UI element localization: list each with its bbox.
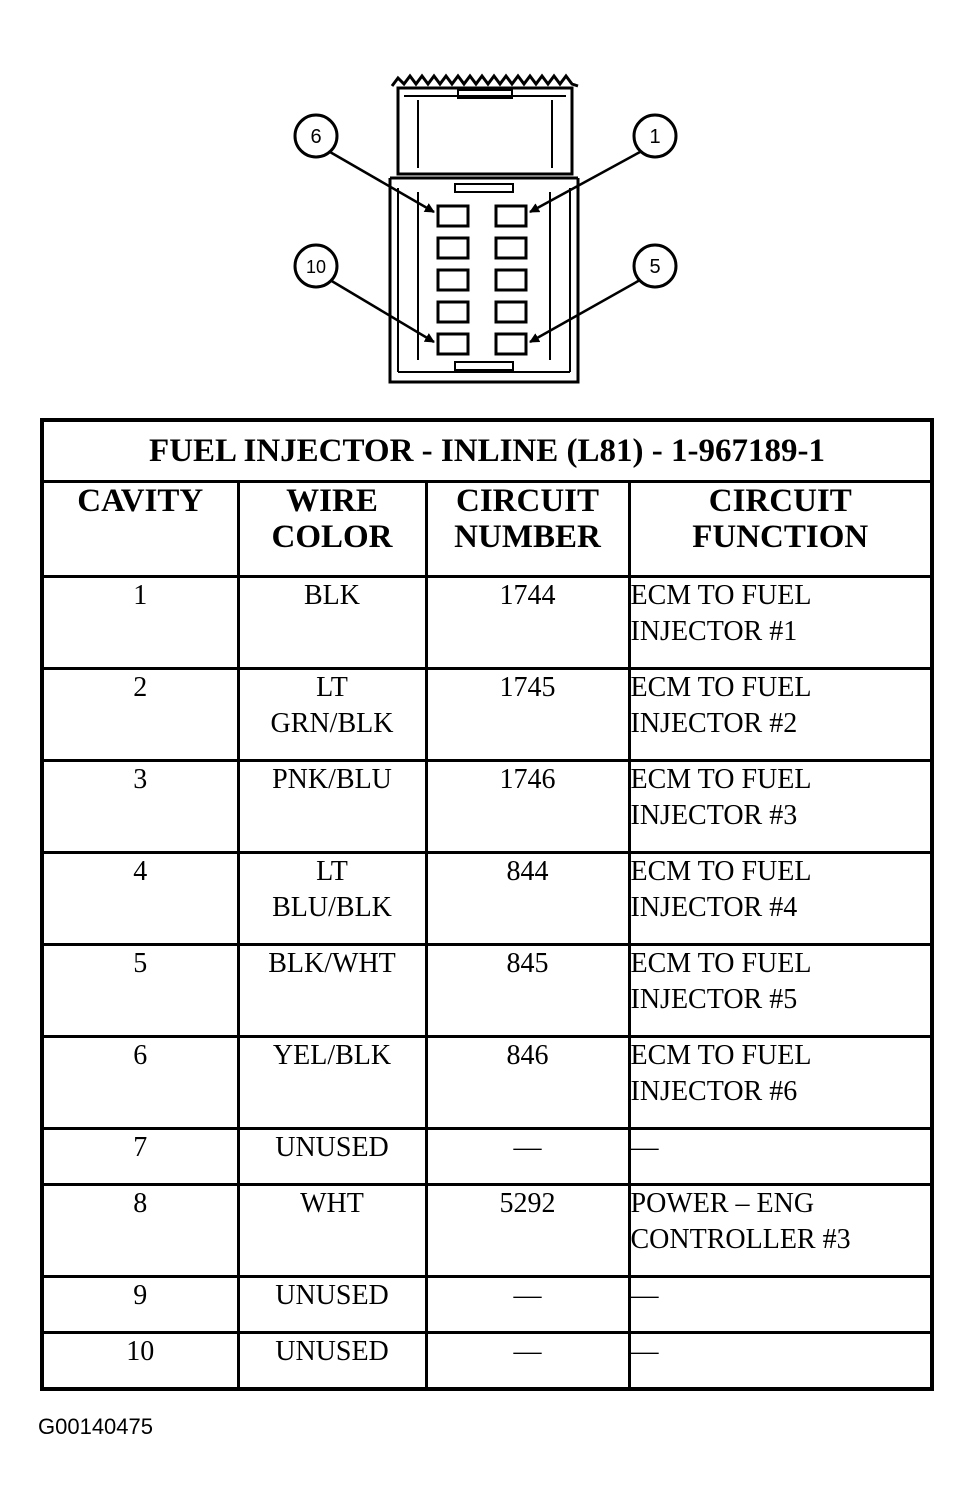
cell-wire-color: BLK/WHT: [238, 945, 426, 1037]
callout-1: [634, 115, 676, 157]
connector-diagram: [0, 0, 969, 410]
callout-6: [295, 115, 337, 157]
table-row: [42, 577, 932, 669]
cell-circuit-number: 844: [426, 853, 629, 945]
callout-5-label: 5: [649, 256, 661, 278]
table-row: [42, 1129, 932, 1185]
cell-cavity: 9: [42, 1277, 238, 1333]
pinout-table: [40, 418, 934, 1391]
leader-1: [530, 152, 640, 212]
cell-circuit-function: —: [629, 1129, 932, 1185]
table-row: [42, 1037, 932, 1129]
cell-circuit-function: ECM TO FUEL INJECTOR #4: [629, 853, 932, 945]
table-header-row: [42, 482, 932, 577]
cell-circuit-function: ECM TO FUEL INJECTOR #6: [629, 1037, 932, 1129]
figure-code: G00140475: [38, 1414, 153, 1439]
header-circuit-number: CIRCUIT NUMBER: [426, 482, 629, 577]
callout-5: [634, 245, 676, 287]
header-wire-color: WIRE COLOR: [238, 482, 426, 577]
cell-circuit-number: 5292: [426, 1185, 629, 1277]
cell-wire-color: UNUSED: [238, 1333, 426, 1389]
table-row: [42, 945, 932, 1037]
cell-circuit-function: POWER – ENG CONTROLLER #3: [629, 1185, 932, 1277]
cavity-9: [438, 302, 468, 322]
cavity-2: [496, 238, 526, 258]
cavity-8: [438, 270, 468, 290]
cell-circuit-function: —: [629, 1333, 932, 1389]
table-title-row: [42, 420, 932, 482]
cavity-6: [438, 206, 468, 226]
header-circuit-function: CIRCUIT FUNCTION: [629, 482, 932, 577]
cell-circuit-function: ECM TO FUEL INJECTOR #1: [629, 577, 932, 669]
cell-cavity: 8: [42, 1185, 238, 1277]
cavity-4: [496, 302, 526, 322]
table-title: FUEL INJECTOR - INLINE (L81) - 1-967189-1: [42, 420, 932, 482]
cell-cavity: 7: [42, 1129, 238, 1185]
cell-cavity: 2: [42, 669, 238, 761]
cell-circuit-number: —: [426, 1333, 629, 1389]
cell-wire-color: UNUSED: [238, 1277, 426, 1333]
table-row: [42, 761, 932, 853]
cavity-1: [496, 206, 526, 226]
cell-circuit-function: ECM TO FUEL INJECTOR #5: [629, 945, 932, 1037]
cell-wire-color: WHT: [238, 1185, 426, 1277]
cavity-10: [438, 334, 468, 354]
table-row: [42, 669, 932, 761]
cell-circuit-number: 1745: [426, 669, 629, 761]
cell-circuit-function: —: [629, 1277, 932, 1333]
cell-circuit-function: ECM TO FUEL INJECTOR #2: [629, 669, 932, 761]
cell-circuit-function: ECM TO FUEL INJECTOR #3: [629, 761, 932, 853]
cell-cavity: 1: [42, 577, 238, 669]
header-cavity: CAVITY: [42, 482, 238, 577]
cell-wire-color: LT BLU/BLK: [238, 853, 426, 945]
cell-cavity: 10: [42, 1333, 238, 1389]
cavity-7: [438, 238, 468, 258]
cell-wire-color: UNUSED: [238, 1129, 426, 1185]
cell-circuit-number: —: [426, 1277, 629, 1333]
callout-1-label: 1: [649, 126, 661, 148]
leader-5: [530, 280, 640, 342]
table-row: [42, 1277, 932, 1333]
table-row: [42, 853, 932, 945]
cell-circuit-number: 845: [426, 945, 629, 1037]
connector-body: [390, 76, 578, 382]
cell-wire-color: LT GRN/BLK: [238, 669, 426, 761]
cell-circuit-number: 1746: [426, 761, 629, 853]
cell-wire-color: BLK: [238, 577, 426, 669]
callout-6-label: 6: [310, 126, 322, 148]
cell-circuit-number: 1744: [426, 577, 629, 669]
cavity-5: [496, 334, 526, 354]
cell-cavity: 5: [42, 945, 238, 1037]
table-row: [42, 1333, 932, 1389]
cell-circuit-number: —: [426, 1129, 629, 1185]
cell-cavity: 6: [42, 1037, 238, 1129]
callout-10: [295, 245, 337, 287]
cell-circuit-number: 846: [426, 1037, 629, 1129]
cell-cavity: 4: [42, 853, 238, 945]
cell-cavity: 3: [42, 761, 238, 853]
cell-wire-color: YEL/BLK: [238, 1037, 426, 1129]
cavity-grid: [438, 206, 526, 354]
callout-10-label: 10: [305, 257, 327, 277]
table-row: [42, 1185, 932, 1277]
cavity-3: [496, 270, 526, 290]
cell-wire-color: PNK/BLU: [238, 761, 426, 853]
